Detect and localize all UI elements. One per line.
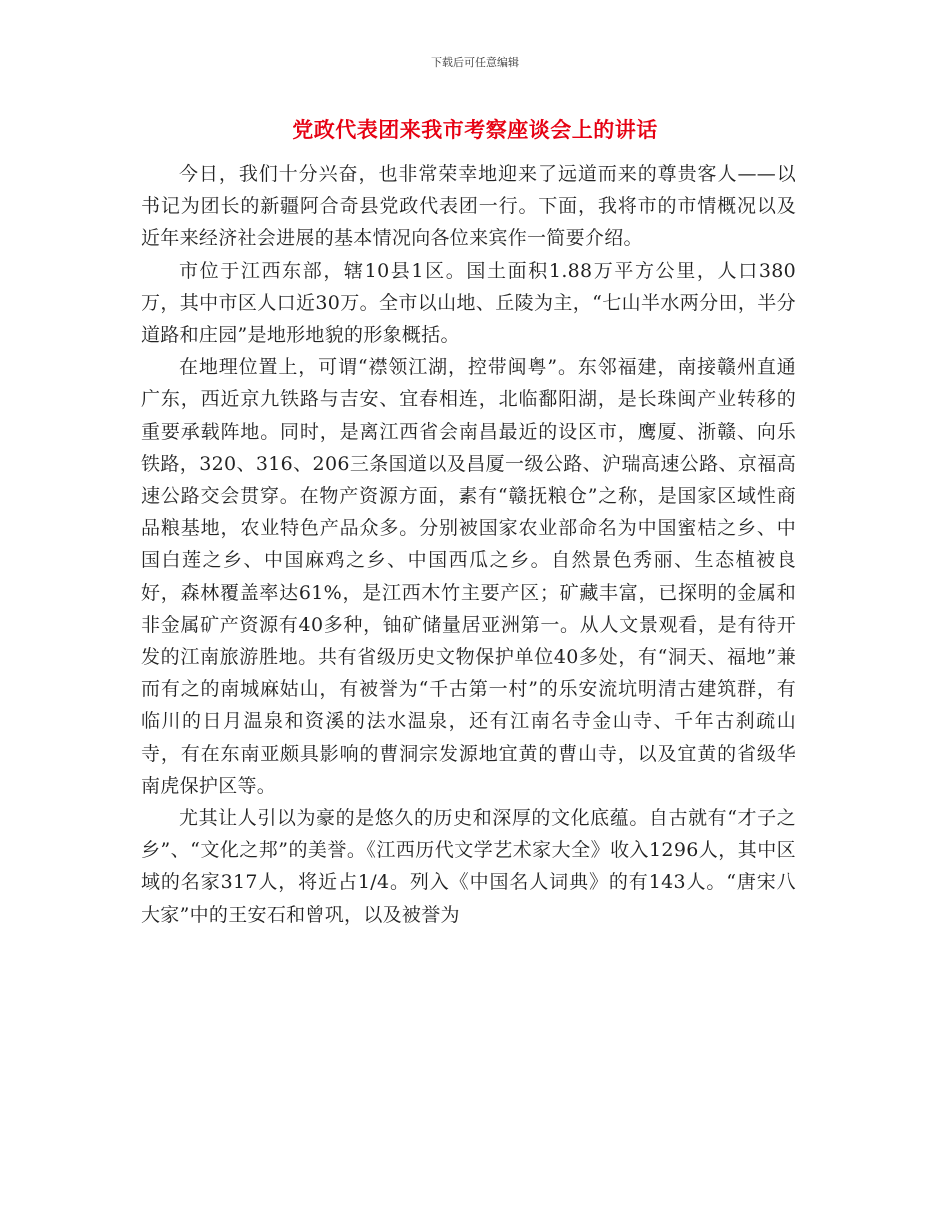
paragraph-overview: 市位于江西东部，辖10县1区。国土面积1.88万平方公里，人口380万，其中市区人口近30万。全市以山地、丘陵为主，“七山半水两分田，半分道路和庄园”是地形地貌的形象概括。 bbox=[141, 259, 796, 347]
paragraph-geography: 在地理位置上，可谓“襟领江湖，控带闽粤”。东邻福建，南接赣州直通广东，西近京九铁路与吉安、宜春相连，北临鄱阳湖，是长珠闽产业转移的重要承载阵地。同时，是离江西省会南昌最近的设区市，鹰厦、浙赣、向乐铁路，320、316、206三条国道以及昌厦一级公路、沪瑞高速公路、京福高速公路交会贯穿。在物产资源方面，素有“赣抚粮仓”之称，是国家区域性商品粮基地，农业特色产品众多。分别被国家农业部命名为中国蜜桔之乡、中国白莲之乡、中国麻鸡之乡、中国西瓜之乡。自然景色秀丽、生态植被良好，森林覆盖率达61%，是江西木竹主要产区；矿藏丰富，已探明的金属和非金属矿产资源有40多种，铀矿储量居亚洲第一。从人文景观看，是有待开发的江南旅游胜地。共有省级历史文物保护单位40多处，有“洞天、福地”兼而有之的南城麻姑山，有被誉为“千古第一村”的乐安流坑明清古建筑群，有临川的日月温泉和资溪的法水温泉，还有江南名寺金山寺、千年古刹疏山寺，有在东南亚颇具影响的曹洞宗发源地宜黄的曹山寺，以及宜黄的省级华南虎保护区等。 bbox=[141, 356, 796, 797]
header-note: 下载后可任意编辑 bbox=[431, 56, 519, 69]
paragraph-culture: 尤其让人引以为豪的是悠久的历史和深厚的文化底蕴。自古就有“才子之乡”、“文化之邦”的美誉。《江西历代文学艺术家大全》收入1296人，其中区域的名家317人，将近占1/4。列入《中国名人词典》的有143人。“唐宋八大家”中的王安石和曾巩，以及被誉为 bbox=[141, 807, 796, 926]
document-title: 党政代表团来我市考察座谈会上的讲话 bbox=[292, 117, 658, 142]
document-body bbox=[141, 158, 796, 931]
paragraph-intro: 今日，我们十分兴奋，也非常荣幸地迎来了远道而来的尊贵客人——以书记为团长的新疆阿合奇县党政代表团一行。下面，我将市的市情概况以及近年来经济社会进展的基本情况向各位来宾作一简要介绍。 bbox=[141, 163, 796, 250]
